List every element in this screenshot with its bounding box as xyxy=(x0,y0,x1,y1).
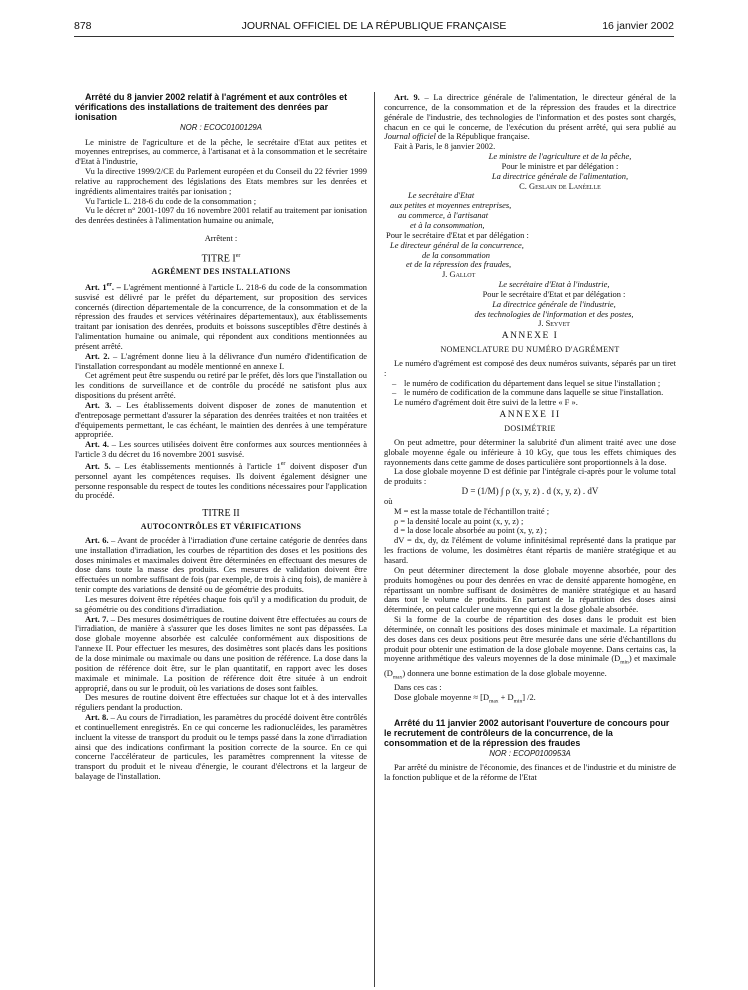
annexe-2-paragraph-1: On peut admettre, pour déterminer la salubrité d'un aliment traité avec une dose globale moyenne égale ou inférieure à 10 kGy, que tous les effets chimiques des rayonnements dans cette gamme de doses particulière sont proportionnels à la dose. xyxy=(384,436,676,467)
signatory-1-director: La directrice générale de l'alimentation, xyxy=(491,170,629,181)
titre-1-label: TITRE I xyxy=(201,253,236,265)
titre-2-heading: AUTOCONTRÔLES ET VÉRIFICATIONS xyxy=(140,522,302,532)
article-1-text: L'agrément mentionné à l'article L. 218-6 du code de la consommation susvisé est délivré par le préfet du département, sur proposition des services concernés (direction départementale de la concurrence, de la consommation et de la répression des fraudes et services vétérinaires départementaux), aux établissements traitant par ionisation des denrées, produits et boissons susceptibles d'être destinés à l'alimentation humaine ou animale, qui répondent aux conditions mentionnées au présent arrêté. xyxy=(75,281,368,351)
right-column xyxy=(384,93,676,783)
where-label: où xyxy=(384,495,393,506)
definition-rho: ρ = la densité locale au point (x, y, z) ; xyxy=(394,515,524,526)
signatory-3-name: J. Seyvet xyxy=(538,318,570,329)
article-7-label: Art. 7. xyxy=(85,613,109,624)
signatory-2-role-line-3: au commerce, à l'artisanat xyxy=(398,210,489,221)
signatory-3-role: Le secrétaire d'Etat à l'industrie, xyxy=(498,279,610,290)
article-7-text: – Des mesures dosimétriques de routine doivent être effectuées au cours de l'irradiation, de manière à s'assurer que les doses limites ne sont pas dépassées. La dose globale moyenne absorbée est calculée conformément aux dispositions de l'annexe II. Pour effectuer les mesures, des dosimètres sont placés dans les positions de la dose minimale ou maximale ou dans une position de référence. La dose dans la position de référence doit être, sur le plan quantitatif, en rapport avec les doses maximale et minimale. La position de référence doit être située à un endroit approprié, dans ou sur le produit, où les variations de doses sont faibles. xyxy=(75,613,367,693)
signatory-2-delegation: Pour le secrétaire d'Etat et par délégation : xyxy=(386,229,529,240)
article-5: Art. 5. – Les établissements mentionnés à l'article 1er doivent disposer d'un personnel ayant les compétences requises. Ils doivent également désigner une personne responsable du respect de toutes les conditions nécessaires pour l'application du procédé. xyxy=(75,460,367,501)
signatory-1-name: C. Geslain de Lanéelle xyxy=(519,180,601,191)
annexe-1-intro: Le numéro d'agrément est composé des deux numéros suivants, séparés par un tiret : xyxy=(384,357,676,378)
decree-2-text: Par arrêté du ministre de l'économie, des finances et de l'industrie et du ministre de la fonction publique et de la réforme de l'Etat xyxy=(384,762,676,783)
article-2-label: Art. 2. xyxy=(85,350,110,361)
signatory-3-director-line-2: des technologies de l'information et des postes, xyxy=(474,308,634,319)
signatory-2-director-line-1: Le directeur général de la concurrence, xyxy=(390,239,524,250)
article-9-label: Art. 9. xyxy=(394,92,420,102)
signatory-2-role-line-1: Le secrétaire d'Etat xyxy=(408,190,475,201)
article-5-label: Art. 5. xyxy=(85,460,111,471)
decree-title: Arrêté du 8 janvier 2002 relatif à l'agrément et aux contrôles et vérifications des installations de traitement des denrées par ionisation xyxy=(75,92,348,122)
signatory-1-delegation: Pour le ministre et par délégation : xyxy=(501,160,619,171)
annexe-2-paragraph-4: Si la forme de la courbe de répartition des doses dans le produit est bien déterminée, on connaît les positions des doses minimale et maximale. La répartition des doses dans ces deux positions peut être mesurée dans une série d'échantillons du produit pour obtenir une estimation de la dose globale moyenne. Dans certains cas, la moyenne arithmétique des valeurs moyennes de la dose minimale $(D_{min})$ et maximale $(D_{max})$ donnera une bonne estimation de la dose globale moyenne. xyxy=(384,614,676,681)
in-these-cases: Dans ces cas : xyxy=(394,682,442,693)
decree-2-title: Arrêté du 11 janvier 2002 autorisant l'ouverture de concours pour le recrutement de contrôleurs de la concurrence, de la consommation et de la répression des fraudes xyxy=(384,717,670,748)
definition-m: M = est la masse totale de l'échantillon traité ; xyxy=(394,505,550,516)
titre-1 xyxy=(75,252,367,264)
article-6-label: Art. 6. xyxy=(85,534,109,545)
article-3 xyxy=(75,401,367,440)
article-6-paragraph-2: Les mesures doivent être répétées chaque fois qu'il y a modification du produit, de sa géométrie ou des conditions d'irradiation. xyxy=(75,593,367,614)
article-3-label: Art. 3. xyxy=(85,399,112,410)
article-8 xyxy=(75,713,367,782)
article-8-text: – Au cours de l'irradiation, les paramètres du procédé doivent être contrôlés et continuellement enregistrés. En ce qui concerne les radionucléides, les paramètres incluent la vitesse de transport du produit ou le temps passé dans la zone d'irradiation ainsi que des indications confirmant la position correcte de la source. En ce qui concerne l'accélérateur de particules, les paramètres comprennent la vitesse de transport du produit et le niveau d'énergie, le courant d'électrons et la largeur de balayage de l'installation. xyxy=(75,712,367,782)
article-1 xyxy=(75,281,367,352)
article-8-label: Art. 8. xyxy=(85,712,109,723)
preamble-directive: Vu la directive 1999/2/CE du Parlement européen et du Conseil du 22 février 1999 relative au rapprochement des législations des Etats membres sur les denrées et ingrédients alimentaires traités par ionisation ; xyxy=(75,166,367,196)
arretent: Arrêtent : xyxy=(204,233,238,244)
signatory-3-director-line-1: La directrice générale de l'industrie, xyxy=(492,298,616,309)
signatory-2-role-line-4: et à la consommation, xyxy=(410,219,485,230)
nor-code-2: NOR : ECOP0100953A xyxy=(489,748,571,758)
article-9: Art. 9. – La directrice générale de l'alimentation, le directeur général de la concurrence, de la consommation et de la répression des fraudes et la directrice générale de l'industrie, des technologies de l'information et des postes sont chargés, chacun en ce qui le concerne, de l'exécution du présent arrêté, qui sera publié au Journal officiel de la République française. xyxy=(384,92,676,142)
article-4 xyxy=(75,440,367,460)
signatory-1-role: Le ministre de l'agriculture et de la pêche, xyxy=(488,151,632,162)
annexe-1-heading: NOMENCLATURE DU NUMÉRO D'AGRÉMENT xyxy=(440,345,620,355)
column-divider xyxy=(374,92,375,987)
annexe-1-list-item: – le numéro de codification du département dans lequel se situe l'installation ; xyxy=(384,379,676,389)
article-4-text: – Les sources utilisées doivent être conformes aux sources mentionnées à l'article 3 du décret du 16 novembre 2001 susvisé. xyxy=(75,439,367,460)
article-6-text: – Avant de procéder à l'irradiation d'une certaine catégorie de denrées dans une installation d'irradiation, les courbes de répartition des doses et les positions des doses minimales et maximales doivent être déterminées en effectuant des mesures de dose dans toute la masse des produits. Ces mesures de validation doivent être effectuées un nombre suffisant de fois (par exemple, de trois à cinq fois), de manière à tenir compte des variations de densité ou de géométrie des produits. xyxy=(75,534,368,595)
signatory-2-director-line-3: et de la répression des fraudes, xyxy=(406,259,512,270)
page-number: 878 xyxy=(74,20,92,32)
nor-code: NOR : ECOC0100129A xyxy=(180,122,262,132)
page-header xyxy=(74,20,674,36)
mean-dose-approximation: Dose globale moyenne ≈ $[D_{max} + D_{min}]$ /2. xyxy=(394,692,536,705)
signatory-2-name: J. Gallot xyxy=(442,269,476,280)
signature-block-3 xyxy=(384,280,676,329)
signatory-3-delegation: Pour le secrétaire d'Etat et par délégation : xyxy=(482,288,626,299)
journal-officiel-ref: Journal officiel xyxy=(384,131,436,142)
annexe-2-title: ANNEXE II xyxy=(499,410,561,421)
article-4-label: Art. 4. xyxy=(85,439,109,450)
annexe-1-title: ANNEXE I xyxy=(501,331,559,342)
annexe-1-list-item: – le numéro de codification de la commune dans laquelle se situe l'installation. xyxy=(384,388,676,398)
signature-block-2 xyxy=(384,191,676,280)
annexe-2-paragraph-2: La dose globale moyenne D est définie par l'intégrale ci-après pour le volume total de produits : xyxy=(384,466,676,487)
definition-dv: dV = dx, dy, dz l'élément de volume infinitésimal représenté dans la pratique par les fractions de volume, les dosimètres étant répartis de manière stratégique et au hasard. xyxy=(384,535,676,565)
left-column xyxy=(75,93,367,782)
article-7-paragraph-2: Des mesures de routine doivent être effectuées sur chaque lot et à des intervalles réguliers pendant la production. xyxy=(75,692,367,713)
signatory-2-director-line-2: de la consommation xyxy=(422,249,490,260)
nor-reference xyxy=(75,123,367,133)
definition-d: d = la dose locale absorbée au point (x, y, z) ; xyxy=(394,525,547,536)
header-rule xyxy=(74,36,674,37)
article-7 xyxy=(75,615,367,694)
journal-title: JOURNAL OFFICIEL DE LA RÉPUBLIQUE FRANÇAISE xyxy=(241,20,507,32)
titre-1-sup: er xyxy=(235,253,241,259)
titre-1-heading: AGRÉMENT DES INSTALLATIONS xyxy=(151,267,291,277)
article-3-text: – Les établissements doivent disposer de zones de manutention et d'entreposage permettant d'assurer la séparation des denrées traitées et non traitées et d'équipements permettant, le cas échéant, le maintien des denrées à une température appropriée. xyxy=(75,399,367,440)
article-2-paragraph-2: Cet agrément peut être suspendu ou retiré par le préfet, dès lors que l'installation ou les conditions de surveillance et de contrôle du procédé ne satisfont plus aux dispositions du présent arrêté. xyxy=(75,370,367,401)
signature-block-1 xyxy=(384,152,676,191)
article-1-label: Art. 1er. – xyxy=(85,281,124,292)
nor-reference-2 xyxy=(384,749,676,759)
annexe-2-paragraph-3: On peut déterminer directement la dose globale moyenne absorbée, pour des produits homogènes ou pour des denrées en vrac de densité apparente homogène, en répartissant un nombre suffisant de dosimètres de manière stratégique et au hasard dans tout le volume de produits. En partant de la répartition des doses ainsi déterminée, on peut calculer une moyenne qui est la dose globale absorbée. xyxy=(384,564,676,615)
fait-a-paris: Fait à Paris, le 8 janvier 2002. xyxy=(394,141,496,152)
article-2-text: – L'agrément donne lieu à la délivrance d'un numéro d'identification de l'installation correspondant au modèle mentionné en annexe I. xyxy=(75,350,367,371)
dose-formula: D = (1/M) ∫ ρ (x, y, z) . d (x, y, z) . dV xyxy=(461,486,599,497)
preamble-article: Vu l'article L. 218-6 du code de la consommation ; xyxy=(85,195,257,206)
annexe-1-letter: Le numéro d'agrément doit être suivi de la lettre « F ». xyxy=(394,397,578,408)
preamble-ministers: Le ministre de l'agriculture et de la pêche, le secrétaire d'Etat aux petites et moyennes entreprises, au commerce, à l'artisanat et à la consommation et le secrétaire d'Etat à l'industrie, xyxy=(75,136,367,167)
signatory-2-role-line-2: aux petites et moyennes entreprises, xyxy=(390,200,512,211)
article-6 xyxy=(75,536,367,595)
annexe-2-heading: DOSIMÉTRIE xyxy=(504,424,556,433)
issue-date: 16 janvier 2002 xyxy=(602,20,674,32)
article-2 xyxy=(75,352,367,372)
titre-2: TITRE II xyxy=(202,508,240,520)
preamble-decree: Vu le décret n° 2001-1097 du 16 novembre 2001 relatif au traitement par ionisation des denrées destinées à l'alimentation humaine ou animale, xyxy=(75,205,367,226)
